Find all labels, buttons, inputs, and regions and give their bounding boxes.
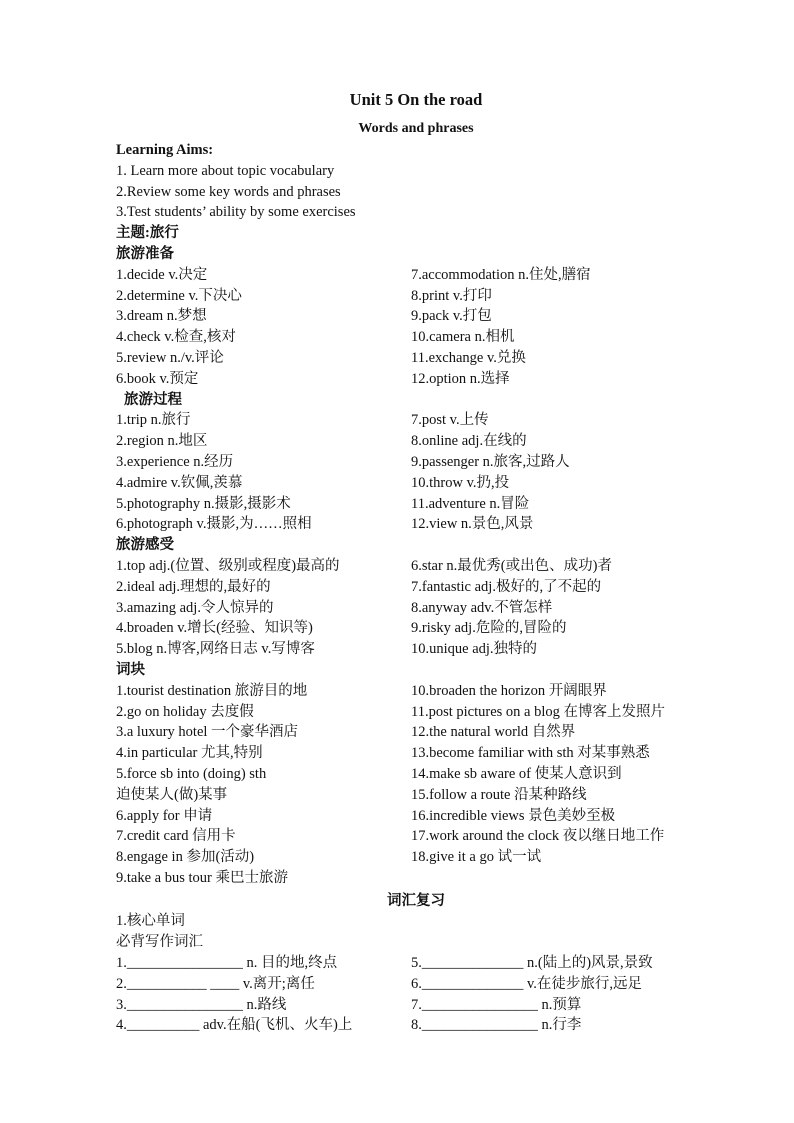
phrase-row: [116, 681, 716, 702]
vocab-item: 2.determine v.下决心: [116, 287, 242, 304]
exercise-item: 8.________________ n.行李: [411, 1017, 582, 1034]
phrase-row: [116, 722, 716, 743]
phrase-item: 17.work around the clock 夜以继日地工作: [411, 828, 665, 845]
phrase-item: 5.force sb into (doing) sth: [116, 765, 267, 782]
exercise-row: [116, 953, 716, 974]
vocab-item: 8.online adj.在线的: [411, 433, 527, 450]
vocab-item: 11.adventure n.冒险: [411, 495, 530, 512]
vocab-row: [116, 452, 716, 473]
phrase-item: 11.post pictures on a blog 在博客上发照片: [411, 703, 665, 720]
vocab-row: [116, 327, 716, 348]
phrase-item: 8.engage in 参加(活动): [116, 849, 255, 866]
review-subheading: 必背写作词汇: [116, 934, 203, 951]
phrase-row: [116, 702, 716, 723]
exercise-item: 4.__________ adv.在船(飞机、火车)上: [116, 1017, 353, 1034]
vocab-row: [116, 514, 716, 535]
vocab-item: 10.throw v.扔,投: [411, 474, 510, 491]
vocab-row: [116, 410, 716, 431]
exercise-item: 2.___________ ____ v.离开;离任: [116, 975, 315, 992]
phrase-item: 13.become familiar with sth 对某事熟悉: [411, 745, 650, 762]
vocab-item: 7.fantastic adj.极好的,了不起的: [411, 578, 602, 595]
document-page: [116, 88, 716, 1036]
vocab-item: 9.pack v.打包: [411, 308, 492, 325]
vocab-item: 3.amazing adj.令人惊异的: [116, 599, 274, 616]
vocab-item: 10.unique adj.独特的: [411, 641, 538, 658]
vocab-item: 8.print v.打印: [411, 287, 492, 304]
review-subheading: 1.核心单词: [116, 913, 185, 930]
vocab-item: 9.risky adj.危险的,冒险的: [411, 620, 567, 637]
exercise-item: 7.________________ n.预算: [411, 996, 582, 1013]
vocab-item: 2.ideal adj.理想的,最好的: [116, 578, 271, 595]
vocab-item: 7.post v.上传: [411, 412, 489, 429]
vocab-row: [116, 618, 716, 639]
phrase-item: 1.tourist destination 旅游目的地: [116, 682, 308, 699]
vocab-item: 7.accommodation n.住处,膳宿: [411, 266, 591, 283]
vocab-item: 5.review n./v.评论: [116, 349, 224, 366]
exercise-row: [116, 974, 716, 995]
vocab-row: [116, 494, 716, 515]
exercise-item: 1.________________ n. 目的地,终点: [116, 955, 338, 972]
vocab-row: [116, 556, 716, 577]
phrase-item: 12.the natural world 自然界: [411, 724, 576, 741]
vocab-item: 1.top adj.(位置、级别或程度)最高的: [116, 557, 340, 574]
vocab-row: [116, 306, 716, 327]
vocab-item: 6.star n.最优秀(或出色、成功)者: [411, 557, 612, 574]
aim-item: 1. Learn more about topic vocabulary: [116, 162, 335, 179]
phrase-item: 16.incredible views 景色美妙至极: [411, 807, 616, 824]
phrase-item: 18.give it a go 试一试: [411, 849, 542, 866]
vocab-row: [116, 577, 716, 598]
vocab-item: 2.region n.地区: [116, 433, 208, 450]
unit-title: Unit 5 On the road: [349, 90, 483, 109]
vocab-item: 12.view n.景色,风景: [411, 516, 534, 533]
phrase-item: 6.apply for 申请: [116, 807, 213, 824]
vocab-item: 6.book v.预定: [116, 370, 199, 387]
phrase-row: [116, 764, 716, 785]
exercise-item: 3.________________ n.路线: [116, 996, 287, 1013]
vocab-item: 4.admire v.钦佩,羡慕: [116, 474, 243, 491]
phrase-row: [116, 826, 716, 847]
phrase-item: 7.credit card 信用卡: [116, 828, 236, 845]
phrase-row: [116, 847, 716, 868]
vocab-item: 5.photography n.摄影,摄影术: [116, 495, 291, 512]
phrase-item: [411, 868, 711, 889]
vocab-item: 3.dream n.梦想: [116, 308, 207, 325]
phrase-row: [116, 785, 716, 806]
vocab-row: [116, 286, 716, 307]
aim-item: 2.Review some key words and phrases: [116, 183, 341, 200]
phrase-item: 3.a luxury hotel 一个豪华酒店: [116, 724, 299, 741]
phrase-item: 迫使某人(做)某事: [116, 786, 228, 803]
vocab-item: 12.option n.选择: [411, 370, 510, 387]
review-heading: 词汇复习: [387, 892, 445, 909]
exercise-item: 5.______________ n.(陆上的)风景,景致: [411, 955, 653, 972]
phrase-row: [116, 806, 716, 827]
exercise-item: 6.______________ v.在徒步旅行,远足: [411, 975, 643, 992]
section-subtitle: Words and phrases: [358, 121, 474, 136]
vocab-item: 10.camera n.相机: [411, 329, 515, 346]
vocab-item: 1.trip n.旅行: [116, 412, 191, 429]
vocab-item: 3.experience n.经历: [116, 453, 234, 470]
vocab-item: 5.blog n.博客,网络日志 v.写博客: [116, 641, 315, 658]
vocab-row: [116, 431, 716, 452]
section-heading-process: 旅游过程: [124, 391, 182, 408]
vocab-row: [116, 598, 716, 619]
phrases-heading: 词块: [116, 661, 145, 678]
section-heading-feelings: 旅游感受: [116, 537, 174, 554]
theme-heading: 主题:旅行: [116, 225, 179, 242]
exercise-row: [116, 995, 716, 1016]
vocab-item: 8.anyway adv.不管怎样: [411, 599, 553, 616]
vocab-row: [116, 473, 716, 494]
vocab-item: 1.decide v.决定: [116, 266, 208, 283]
phrase-item: 15.follow a route 沿某种路线: [411, 786, 587, 803]
vocab-item: 6.photograph v.摄影,为……照相: [116, 516, 312, 533]
learning-aims-heading: Learning Aims:: [116, 142, 214, 158]
vocab-item: 11.exchange v.兑换: [411, 349, 526, 366]
phrase-row: [116, 743, 716, 764]
vocab-item: 4.check v.检查,核对: [116, 329, 236, 346]
phrase-item: 10.broaden the horizon 开阔眼界: [411, 682, 607, 699]
vocab-row: [116, 265, 716, 286]
phrase-item: 14.make sb aware of 使某人意识到: [411, 765, 622, 782]
phrase-row: [116, 868, 716, 889]
phrase-item: 2.go on holiday 去度假: [116, 703, 254, 720]
vocab-item: 9.passenger n.旅客,过路人: [411, 453, 570, 470]
section-heading-preparation: 旅游准备: [116, 245, 174, 262]
phrase-item: 4.in particular 尤其,特别: [116, 745, 263, 762]
exercise-row: [116, 1015, 716, 1036]
aim-item: 3.Test students’ ability by some exercises: [116, 204, 356, 221]
vocab-row: [116, 369, 716, 390]
vocab-row: [116, 348, 716, 369]
phrase-item: 9.take a bus tour 乘巴士旅游: [116, 869, 288, 886]
vocab-item: 4.broaden v.增长(经验、知识等): [116, 620, 313, 637]
vocab-row: [116, 639, 716, 660]
